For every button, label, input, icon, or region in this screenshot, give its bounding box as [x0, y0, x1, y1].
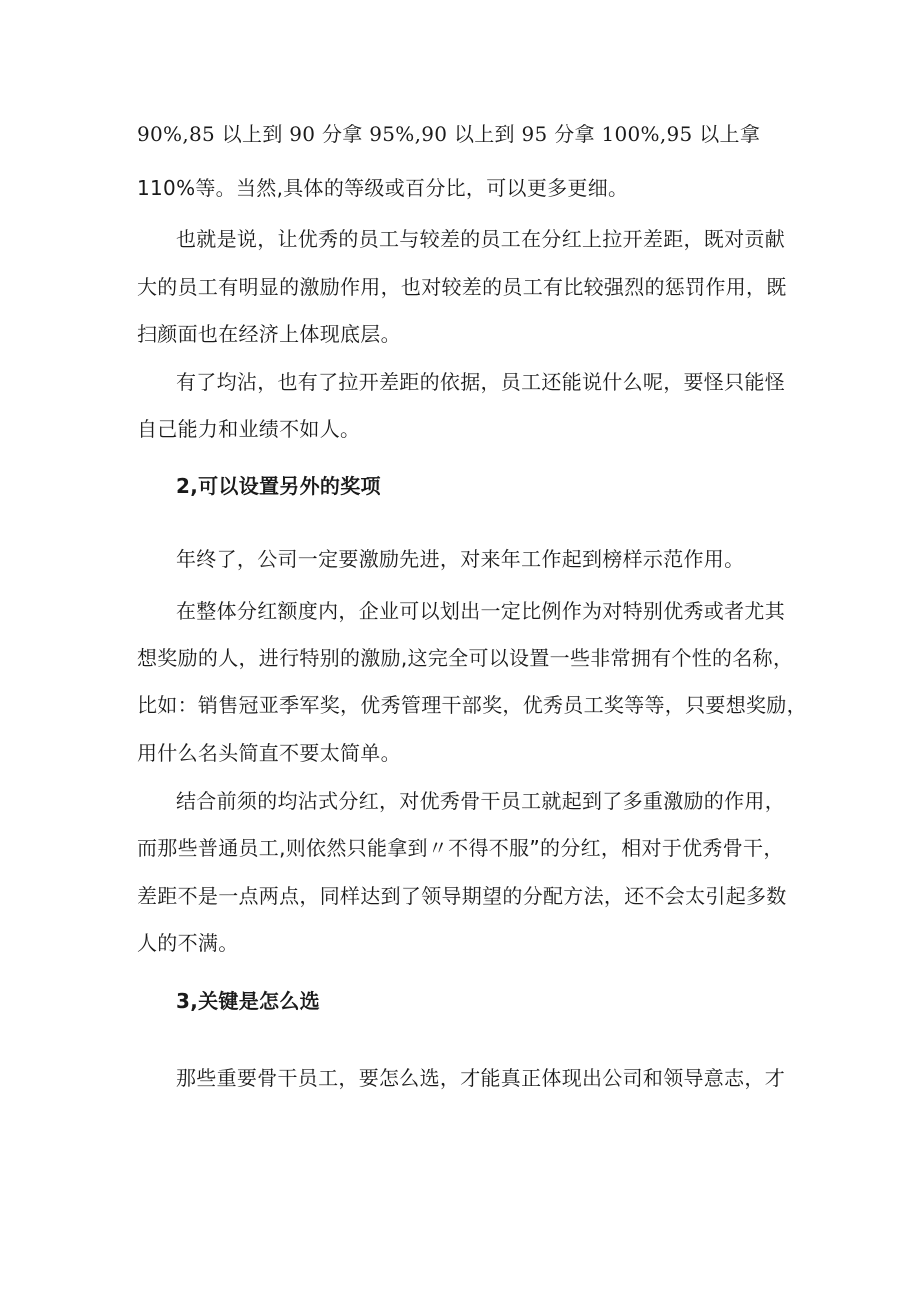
text-line: 大的员工有明显的激励作用，也对较差的员工有比较强烈的惩罚作用，既 [137, 275, 787, 299]
section-heading: 2,可以设置另外的奖项 [176, 474, 381, 498]
text-line: 在整体分红额度内，企业可以划出一定比例作为对特别优秀或者尤其 [176, 599, 785, 623]
text-line: 结合前须的均沾式分红，对优秀骨干员工就起到了多重激励的作用， [176, 789, 785, 813]
text-line: 而那些普通员工,则依然只能拿到〃不得不服”的分红，相对于优秀骨干， [137, 836, 784, 860]
text-line: 人的不满。 [137, 931, 239, 955]
text-line: 110%等。当然,具体的等级或百分比，可以更多更细。 [137, 176, 629, 200]
text-line: 有了均沾，也有了拉开差距的依据，员工还能说什么呢，要怪只能怪 [176, 370, 785, 394]
text-line: 扫颜面也在经济上体现底层。 [137, 322, 401, 346]
text-line: 想奖励的人，进行特别的激励,这完全可以设置一些非常拥有个性的名称， [137, 646, 794, 670]
text-line: 用什么名头简直不要太简单。 [137, 741, 401, 765]
text-line: 差距不是一点两点，同样达到了领导期望的分配方法，还不会太引起多数 [137, 884, 787, 908]
text-line: 也就是说，让优秀的员工与较差的员工在分红上拉开差距，既对贡献 [176, 227, 785, 251]
text-line: 比如：销售冠亚季军奖，优秀管理干部奖，优秀员工奖等等，只要想奖励， [137, 693, 807, 717]
text-line: 那些重要骨干员工，要怎么选，才能真正体现出公司和领导意志，才 [176, 1066, 785, 1090]
text-line: 年终了，公司一定要激励先进，对来年工作起到榜样示范作用。 [176, 547, 745, 571]
section-heading: 3,关键是怎么选 [176, 989, 320, 1013]
text-line: 90%,85 以上到 90 分拿 95%,90 以上到 95 分拿 100%,95 以上拿 [137, 122, 761, 146]
text-line: 自己能力和业绩不如人。 [137, 417, 361, 441]
